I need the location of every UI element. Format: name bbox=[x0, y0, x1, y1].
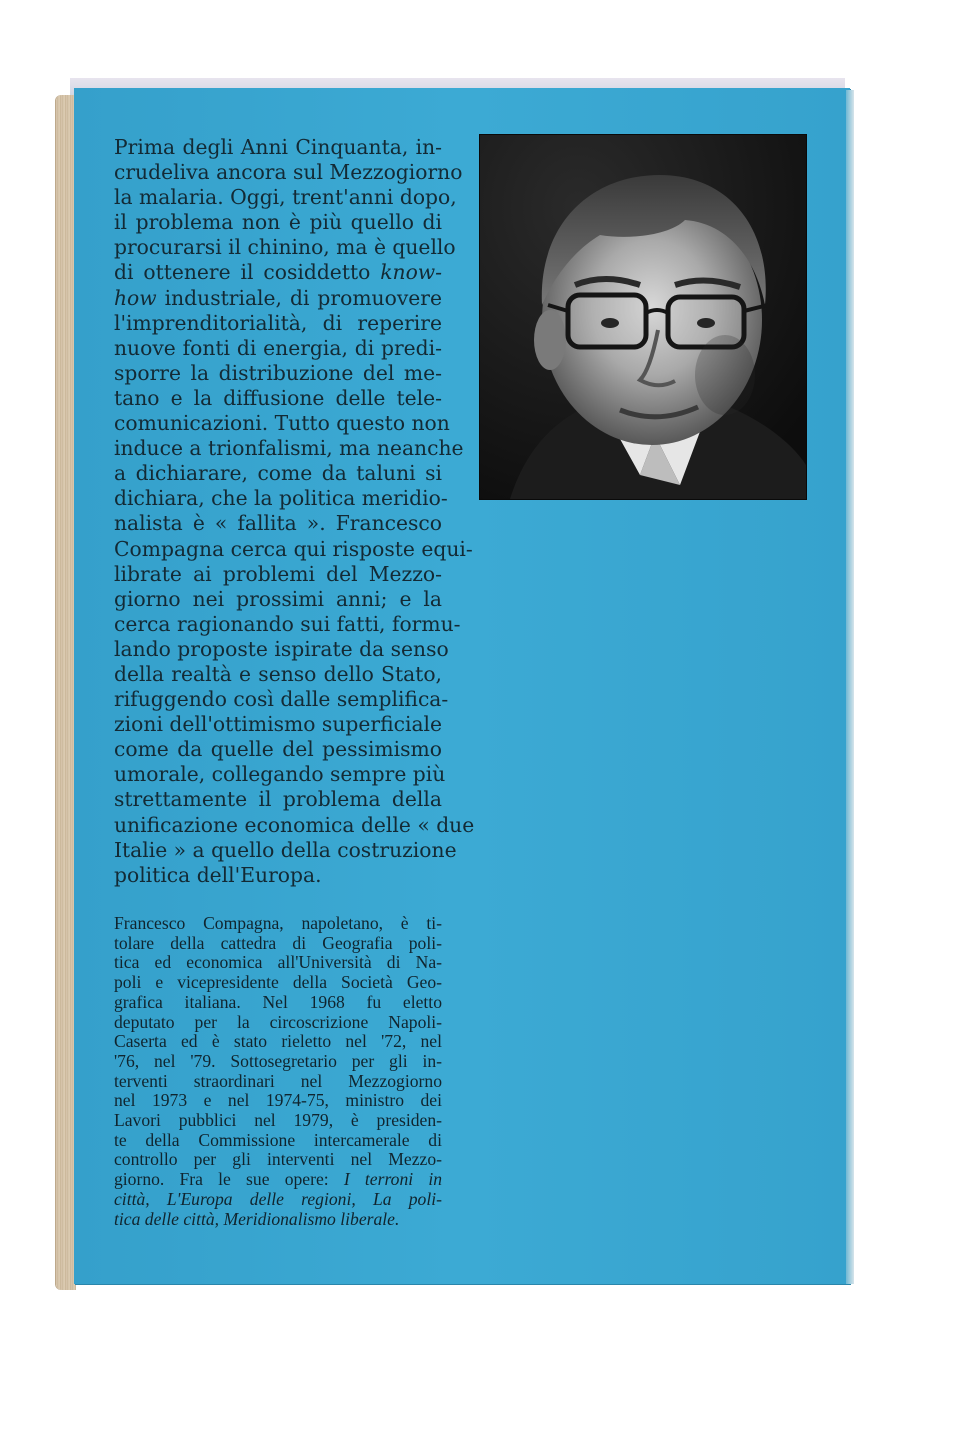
blurb-line: lando proposte ispirate da senso bbox=[114, 636, 449, 661]
blurb-line: la malaria. Oggi, trent'anni dopo, bbox=[114, 185, 457, 210]
blurb-line: come da quelle del pessimismo bbox=[114, 737, 442, 762]
bio-line: tica ed economica all'Università di Na- bbox=[114, 952, 442, 973]
blurb-line: nalista è « fallita ». Francesco bbox=[114, 511, 442, 536]
blurb-line: cerca ragionando sui fatti, formu- bbox=[114, 611, 461, 636]
bio-line: terventi straordinari nel Mezzogiorno bbox=[114, 1070, 442, 1091]
bio-line: grafica italiana. Nel 1968 fu eletto bbox=[114, 991, 442, 1012]
blurb-line: induce a trionfalismi, ma neanche bbox=[114, 436, 464, 461]
blurb-line: politica dell'Europa. bbox=[114, 862, 322, 887]
blurb-line-knowhow bbox=[114, 260, 442, 285]
bio-work-title: tica delle città, bbox=[114, 1208, 220, 1229]
blurb-line-how bbox=[114, 286, 442, 311]
bio-line-works-start bbox=[114, 1170, 442, 1190]
bio-line: Caserta ed è stato rieletto nel '72, nel bbox=[114, 1031, 442, 1052]
book-page-edges bbox=[56, 95, 76, 1290]
blurb-line: procurarsi il chinino, ma è quello bbox=[114, 235, 456, 260]
bio-line: tolare della cattedra di Geografia poli- bbox=[114, 932, 442, 953]
blurb-line: della realtà e senso dello Stato, bbox=[114, 661, 442, 686]
blurb-line: sporre la distribuzione del me- bbox=[114, 360, 442, 385]
bio-line: nel 1973 e nel 1974-75, ministro dei bbox=[114, 1090, 442, 1111]
blurb-line-rest: industriale, di promuovere bbox=[156, 285, 442, 310]
bio-work-title: I terroni in bbox=[343, 1169, 443, 1190]
blurb-line: a dichiarare, come da taluni si bbox=[114, 461, 442, 486]
bio-line: te della Commissione intercamerale di bbox=[114, 1129, 442, 1150]
blurb-line: unificazione economica delle « due bbox=[114, 812, 475, 837]
blurb-text bbox=[114, 135, 475, 888]
bio-line: Francesco Compagna, napoletano, è ti- bbox=[114, 913, 442, 933]
author-bio bbox=[114, 914, 442, 1229]
blurb-line: giorno nei prossimi anni; e la bbox=[114, 586, 442, 611]
bio-line: deputato per la circoscrizione Napoli- bbox=[114, 1011, 442, 1032]
bio-work-title: L'Europa delle regioni, bbox=[166, 1188, 356, 1209]
blurb-line: zioni dell'ottimismo superficiale bbox=[114, 712, 443, 737]
bio-line: poli e vicepresidente della Società Geo- bbox=[114, 972, 442, 993]
blurb-line: rifuggendo così dalle semplifica- bbox=[114, 687, 449, 712]
bio-work-title: città, bbox=[114, 1188, 150, 1209]
blurb-line: comunicazioni. Tutto questo non bbox=[114, 411, 450, 436]
blurb-line: umorale, collegando sempre più bbox=[114, 762, 446, 787]
bio-line-works bbox=[114, 1210, 442, 1230]
bio-line: controllo per gli interventi nel Mezzo- bbox=[114, 1149, 442, 1170]
blurb-line: Italie » a quello della costruzione bbox=[114, 837, 457, 862]
blurb-italic-know: know- bbox=[380, 260, 442, 285]
bio-line-works bbox=[114, 1190, 442, 1210]
blurb-line: tano e la diffusione delle tele- bbox=[114, 385, 442, 410]
blurb-line: Compagna cerca qui risposte equi- bbox=[114, 536, 473, 561]
blurb-line-part: di ottenere il cosiddetto bbox=[114, 260, 381, 285]
blurb-line: crudeliva ancora sul Mezzogiorno bbox=[114, 160, 463, 185]
bio-line-part: giorno. Fra le sue opere: bbox=[114, 1169, 344, 1190]
blurb-line: strettamente il problema della bbox=[114, 787, 442, 812]
bio-work-title: La poli- bbox=[372, 1188, 442, 1209]
bio-line: Lavori pubblici nel 1979, è presiden- bbox=[114, 1110, 442, 1131]
author-photo bbox=[479, 134, 807, 500]
bio-line: '76, nel '79. Sottosegretario per gli in- bbox=[114, 1050, 442, 1071]
blurb-line: dichiara, che la politica meridio- bbox=[114, 486, 448, 511]
blurb-line: Prima degli Anni Cinquanta, in- bbox=[114, 135, 442, 159]
blurb-italic-how: how bbox=[114, 285, 157, 310]
author-portrait-image bbox=[480, 135, 806, 499]
blurb-line: nuove fonti di energia, di predi- bbox=[114, 335, 442, 360]
book-right-edge bbox=[846, 90, 854, 1284]
bio-work-title: Meridionalismo liberale. bbox=[223, 1208, 400, 1229]
blurb-line: librate ai problemi del Mezzo- bbox=[114, 561, 442, 586]
blurb-line: il problema non è più quello di bbox=[114, 210, 442, 235]
blurb-line: l'imprenditorialità, di reperire bbox=[114, 310, 442, 335]
